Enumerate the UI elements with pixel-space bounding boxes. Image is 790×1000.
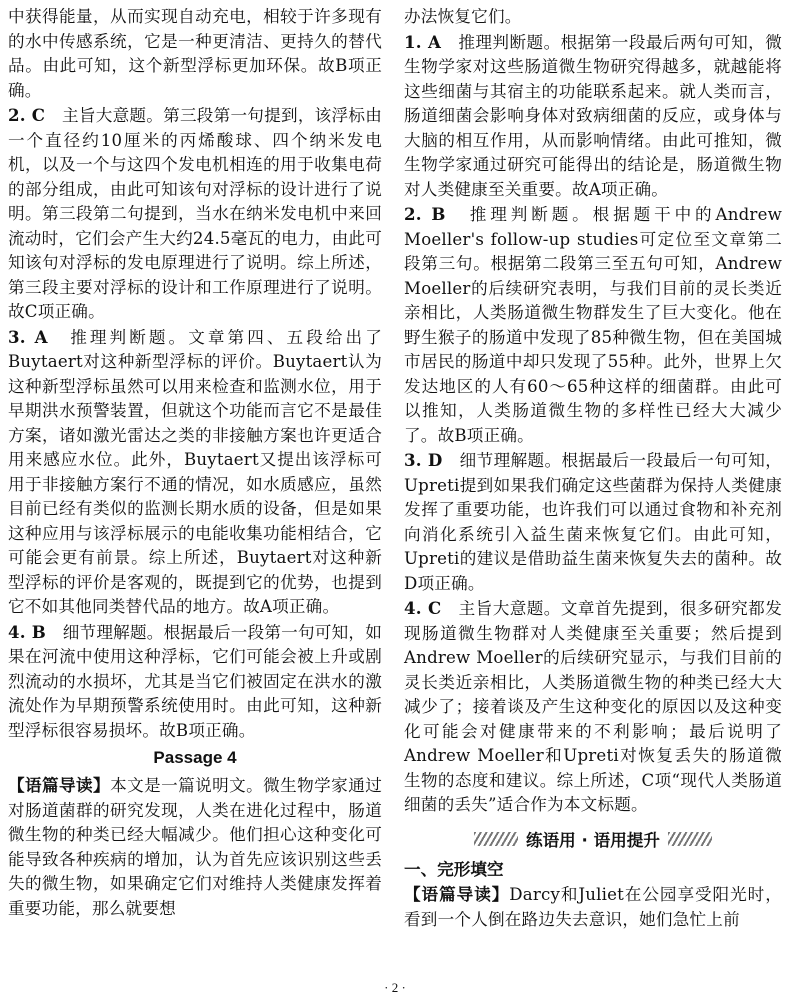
answer-number: 4. B (8, 621, 46, 642)
left-intro-paragraph: 中获得能量，从而实现自动充电，相较于许多现有的水中传感系统，它是一种更清洁、更持久的替代品。由此可知，这个新型浮标更加环保。故B项正确。 (8, 7, 382, 100)
banner-title: 练语用 · 语用提升 (525, 830, 660, 850)
right-intro-paragraph: 办法恢复它们。 (404, 7, 522, 26)
answer-explanation: 主旨大意题。第三段第一句提到，该浮标由一个直径约10厘米的丙烯酸球、四个纳米发电机，以及一个与这四个发电机相连的用于收集电荷的部分组成，由此可知该句对浮标的设计进行了说明。第三段第二句提到，当水在纳米发电机中来回流动时，它们会产生大约24.5毫瓦的电力，由此可知该句对浮标的发电原理进行了说明。综上所述，第三段主要对浮标的设计和工作原理进行了说明。故C项正确。 (8, 106, 382, 321)
section-banner (404, 826, 782, 852)
section-heading: 一、完形填空 (404, 859, 504, 879)
left-answer-2 (8, 103, 382, 325)
answer-number: 3. D (404, 450, 443, 470)
answer-number: 1. A (404, 31, 442, 52)
answer-number: 4. C (404, 598, 442, 618)
answer-explanation: 主旨大意题。文章首先提到，很多研究都发现肠道微生物群对人类健康至关重要；然后提到Andrew Moeller的后续研究显示，与我们目前的灵长类近亲相比，人类肠道微生物的种类已经大大减少了；接着谈及产生这种变化的原因以及这种变化可能会对健康带来的不利影响；最后说明了Andrew Moeller和Upreti对恢复丢失的肠道微生物的态度和建议。综上所述，C项“现代人类肠道细菌的丢失”适合作为本文标题。 (404, 599, 783, 814)
right-answer-1 (404, 30, 782, 203)
right-answer-2 (404, 202, 782, 448)
answer-explanation: 细节理解题。根据最后一段最后一句可知，Upreti提到如果我们确定这些菌群为保持人类健康发挥了重要功能，也许我们可以通过食物和补充剂向消化系统引入益生菌来恢复它们。由此可知，Upreti的建议是借助益生菌来恢复失去的菌种。故D项正确。 (404, 451, 783, 593)
cloze-guide (404, 882, 782, 932)
banner-right-decoration (668, 832, 712, 846)
right-answer-3 (404, 448, 782, 596)
left-answer-3 (8, 325, 382, 620)
passage-title: Passage 4 (153, 748, 237, 767)
guide-text: 本文是一篇说明文。微生物学家通过对肠道菌群的研究发现，人类在进化过程中，肠道微生物的种类已经大幅减少。他们担心这种变化可能导致各种疾病的增加，认为首先应该识别这些丢失的微生物，如果确定它们对维持人类健康发挥着重要功能，那么就要想 (8, 776, 382, 918)
banner-left-decoration (474, 832, 518, 846)
right-answer-4 (404, 596, 782, 818)
answer-number: 2. C (8, 105, 46, 125)
page-number: · 2 · (384, 980, 406, 995)
answer-number: 3. A (8, 326, 48, 347)
answer-explanation: 推理判断题。根据题干中的Andrew Moeller's follow-up studies可定位至文章第二段第三句。根据第二段第三至五句可知，Andrew Moeller的后续研究表明，与我们目前的灵长类近亲相比，人类肠道微生物群发生了巨大变化。他在野生猴子的肠道中发现了85种微生物，但在美国城市居民的肠道中却只发现了55种。此外，世界上欠发达地区的人有60～65种这样的细菌群。由此可以推知，人类肠道微生物的多样性已经大大减少了。故B项正确。 (404, 205, 782, 445)
guide-label: 【语篇导读】 (8, 775, 111, 795)
answer-number: 2. B (404, 204, 446, 224)
answer-explanation: 推理判断题。根据第一段最后两句可知，微生物学家对这些肠道微生物研究得越多，就越能将这些细菌与其宿主的功能联系起来。就人类而言，肠道细菌会影响身体对致病细菌的反应，或身体与大脑的相互作用，从而影响情绪。由此可推知，微生物学家通过研究可能得出的结论是，肠道微生物对人类健康至关重要。故A项正确。 (404, 32, 782, 199)
answer-explanation: 细节理解题。根据最后一段第一句可知，如果在河流中使用这种浮标，它们可能会被上升或剧烈流动的水损坏，尤其是当它们被固定在洪水的激流处作为早期预警系统使用时。由此可知，这种新型浮标很容易损坏。故B项正确。 (8, 622, 382, 740)
guide-label: 【语篇导读】 (404, 884, 510, 904)
right-column (404, 5, 782, 932)
left-answer-4 (8, 620, 382, 744)
answer-explanation: 推理判断题。文章第四、五段给出了Buytaert对这种新型浮标的评价。Buytaert认为这种新型浮标虽然可以用来检查和监测水位，用于早期洪水预警装置，但就这个功能而言它不是最佳方案，诸如激光雷达之类的非接触方案也许更适合用来感应水位。此外，Buytaert又提出该浮标可用于非接触方案行不通的情况，如水质感应，虽然目前已经有类似的监测长期水质的设备，但是如果这种应用与该浮标展示的电能收集功能相结合，它可能会更有前景。综上所述，Buytaert对这种新型浮标的评价是客观的，既提到它的优势，也提到它不如其他同类替代品的地方。故A项正确。 (8, 327, 382, 616)
passage-guide (8, 773, 382, 921)
guide-text: Darcy和Juliet在公园享受阳光时，看到一个人倒在路边失去意识，她们急忙上前 (404, 885, 782, 929)
left-column (8, 5, 382, 921)
